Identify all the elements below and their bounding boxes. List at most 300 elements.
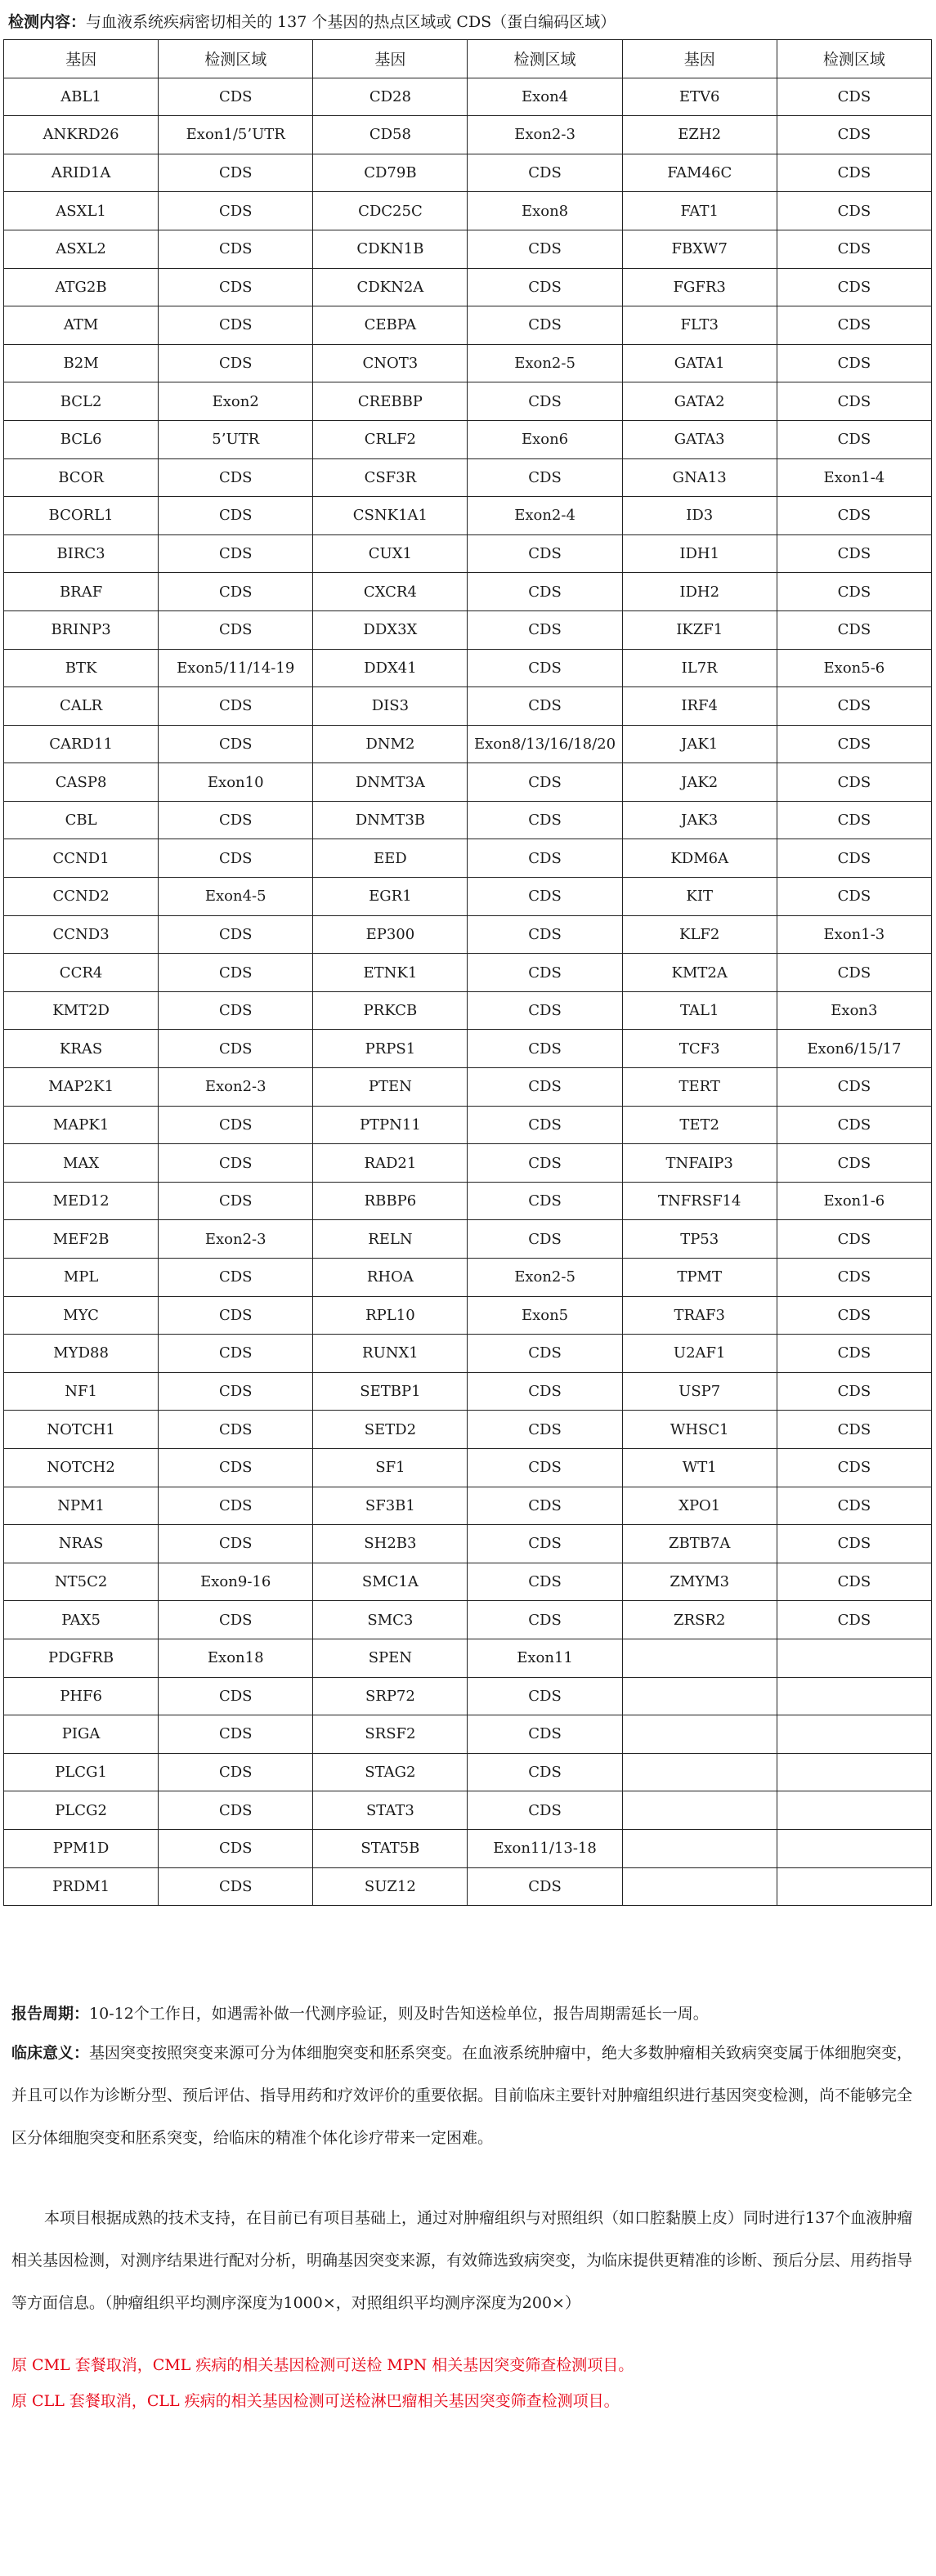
gene-cell: BRINP3	[4, 610, 159, 649]
gene-cell: EGR1	[313, 878, 468, 916]
region-cell: CDS	[777, 573, 931, 611]
gene-cell: BCL2	[4, 382, 159, 421]
gene-cell: IDH1	[622, 534, 777, 573]
region-cell: CDS	[777, 1601, 931, 1639]
region-cell: CDS	[777, 154, 931, 192]
header-gene-3: 基因	[622, 40, 777, 78]
gene-cell: NT5C2	[4, 1563, 159, 1601]
table-row	[4, 1715, 932, 1754]
gene-cell: SUZ12	[313, 1867, 468, 1906]
gene-cell: CCND1	[4, 839, 159, 878]
region-cell: CDS	[468, 1753, 622, 1791]
region-cell: CDS	[159, 725, 313, 763]
content-heading-text: 与血液系统疾病密切相关的 137 个基因的热点区域或 CDS（蛋白编码区域）	[86, 13, 616, 31]
table-row	[4, 725, 932, 763]
region-cell: CDS	[159, 1144, 313, 1183]
gene-table	[3, 39, 932, 1906]
gene-cell: ZRSR2	[622, 1601, 777, 1639]
gene-cell: PRKCB	[313, 991, 468, 1030]
table-row	[4, 610, 932, 649]
region-cell: CDS	[777, 1372, 931, 1411]
gene-cell: CCR4	[4, 954, 159, 992]
region-cell: CDS	[468, 687, 622, 726]
gene-cell: NRAS	[4, 1525, 159, 1563]
region-cell: CDS	[468, 1030, 622, 1068]
gene-cell: CREBBP	[313, 382, 468, 421]
table-row	[4, 344, 932, 382]
region-cell: CDS	[468, 649, 622, 687]
gene-cell: CASP8	[4, 763, 159, 802]
region-cell	[777, 1829, 931, 1867]
gene-cell: STAT3	[313, 1791, 468, 1830]
table-row	[4, 1106, 932, 1144]
gene-cell: BCL6	[4, 420, 159, 458]
table-row	[4, 192, 932, 230]
region-cell: CDS	[468, 1601, 622, 1639]
region-cell: CDS	[159, 344, 313, 382]
gene-cell: CALR	[4, 687, 159, 726]
gene-cell: FAM46C	[622, 154, 777, 192]
gene-cell: DNMT3B	[313, 801, 468, 839]
gene-cell: BTK	[4, 649, 159, 687]
region-cell: CDS	[159, 1677, 313, 1715]
table-row	[4, 649, 932, 687]
region-cell: CDS	[777, 306, 931, 345]
region-cell: CDS	[468, 1220, 622, 1259]
gene-cell: CXCR4	[313, 573, 468, 611]
gene-cell: STAT5B	[313, 1829, 468, 1867]
region-cell: CDS	[777, 268, 931, 306]
region-cell: CDS	[777, 1448, 931, 1487]
report-cycle-text: 10-12个工作日，如遇需补做一代测序验证，则及时告知送检单位，报告周期需延长一周。	[89, 2005, 709, 2023]
region-cell: CDS	[159, 1182, 313, 1220]
gene-table-body	[4, 78, 932, 1906]
region-cell: CDS	[468, 1068, 622, 1107]
region-cell: CDS	[777, 344, 931, 382]
region-cell: CDS	[777, 687, 931, 726]
gene-cell: B2M	[4, 344, 159, 382]
gene-cell: FGFR3	[622, 268, 777, 306]
region-cell: CDS	[468, 801, 622, 839]
table-row	[4, 1372, 932, 1411]
gene-cell: KLF2	[622, 915, 777, 954]
region-cell: CDS	[159, 991, 313, 1030]
region-cell: CDS	[159, 1106, 313, 1144]
region-cell: CDS	[159, 801, 313, 839]
region-cell: CDS	[159, 1411, 313, 1449]
region-cell: CDS	[159, 1335, 313, 1373]
header-region-3: 检测区域	[777, 40, 931, 78]
gene-cell: TNFAIP3	[622, 1144, 777, 1183]
gene-cell: RHOA	[313, 1259, 468, 1297]
gene-cell: CARD11	[4, 725, 159, 763]
region-cell: CDS	[777, 78, 931, 116]
gene-cell: XPO1	[622, 1487, 777, 1525]
gene-cell: CD28	[313, 78, 468, 116]
gene-cell: ANKRD26	[4, 116, 159, 154]
header-gene-1: 基因	[4, 40, 159, 78]
region-cell	[777, 1867, 931, 1906]
region-cell: CDS	[468, 1677, 622, 1715]
note-cll	[11, 2383, 925, 2419]
region-cell: CDS	[777, 1335, 931, 1373]
table-row	[4, 1791, 932, 1830]
region-cell: Exon11	[468, 1639, 622, 1677]
project-description-text: 本项目根据成熟的技术支持，在目前已有项目基础上，通过对肿瘤组织与对照组织（如口腔黏膜上皮）同时进行137个血液肿瘤相关基因检测，对测序结果进行配对分析，明确基因突变来源，有效筛选致病突变，为临床提供更精准的诊断、预后分层、用药指导等方面信息。（肿瘤组织平均测序深度为1000×，对照组织平均测序深度为200×）	[11, 2209, 913, 2312]
gene-cell: BCOR	[4, 458, 159, 497]
gene-cell: MEF2B	[4, 1220, 159, 1259]
table-row	[4, 915, 932, 954]
region-cell: CDS	[159, 458, 313, 497]
gene-cell: ATM	[4, 306, 159, 345]
table-row	[4, 1867, 932, 1906]
gene-cell: TET2	[622, 1106, 777, 1144]
region-cell: CDS	[159, 1601, 313, 1639]
region-cell: Exon2-4	[468, 497, 622, 535]
clinical-significance-label: 临床意义：	[11, 2044, 90, 2062]
content-heading-label: 检测内容：	[8, 13, 87, 31]
gene-cell: NF1	[4, 1372, 159, 1411]
gene-cell: SMC3	[313, 1601, 468, 1639]
region-cell: Exon8/13/16/18/20	[468, 725, 622, 763]
gene-cell: FAT1	[622, 192, 777, 230]
table-row	[4, 1525, 932, 1563]
gene-cell: USP7	[622, 1372, 777, 1411]
table-row	[4, 1563, 932, 1601]
region-cell: CDS	[777, 497, 931, 535]
gene-cell: CUX1	[313, 534, 468, 573]
region-cell: CDS	[777, 839, 931, 878]
gene-cell: KMT2A	[622, 954, 777, 992]
gene-cell: CRLF2	[313, 420, 468, 458]
gene-cell: SRP72	[313, 1677, 468, 1715]
gene-cell: FLT3	[622, 306, 777, 345]
note-cml-text: 原 CML 套餐取消，CML 疾病的相关基因检测可送检 MPN 相关基因突变筛查检测项目。	[11, 2356, 634, 2374]
region-cell: CDS	[777, 230, 931, 268]
clinical-significance-text: 基因突变按照突变来源可分为体细胞突变和胚系突变。在血液系统肿瘤中，绝大多数肿瘤相关致病突变属于体细胞突变，并且可以作为诊断分型、预后评估、指导用药和疗效评价的重要依据。目前临床主要针对肿瘤组织进行基因突变检测，尚不能够完全区分体细胞突变和胚系突变，给临床的精准个体化诊疗带来一定困难。	[11, 2044, 913, 2147]
region-cell	[777, 1753, 931, 1791]
gene-cell: IRF4	[622, 687, 777, 726]
region-cell: CDS	[159, 1372, 313, 1411]
region-cell: CDS	[159, 839, 313, 878]
region-cell: CDS	[777, 725, 931, 763]
region-cell: CDS	[159, 534, 313, 573]
gene-cell	[622, 1677, 777, 1715]
gene-cell: KRAS	[4, 1030, 159, 1068]
region-cell: CDS	[468, 306, 622, 345]
region-cell: CDS	[468, 534, 622, 573]
region-cell: CDS	[468, 991, 622, 1030]
table-row	[4, 1259, 932, 1297]
region-cell: Exon11/13-18	[468, 1829, 622, 1867]
region-cell: CDS	[159, 1259, 313, 1297]
region-cell: CDS	[159, 497, 313, 535]
region-cell: CDS	[468, 382, 622, 421]
gene-cell: WHSC1	[622, 1411, 777, 1449]
gene-cell: ATG2B	[4, 268, 159, 306]
gene-cell: PRPS1	[313, 1030, 468, 1068]
region-cell: CDS	[159, 154, 313, 192]
gene-cell: SPEN	[313, 1639, 468, 1677]
region-cell	[777, 1715, 931, 1754]
gene-cell: IKZF1	[622, 610, 777, 649]
gene-cell: SF1	[313, 1448, 468, 1487]
gene-cell: RBBP6	[313, 1182, 468, 1220]
gene-cell: ETNK1	[313, 954, 468, 992]
region-cell: CDS	[159, 1448, 313, 1487]
table-row	[4, 268, 932, 306]
region-cell: CDS	[777, 1296, 931, 1335]
gene-cell: CBL	[4, 801, 159, 839]
region-cell: CDS	[468, 1525, 622, 1563]
table-row	[4, 1829, 932, 1867]
gene-cell: ZBTB7A	[622, 1525, 777, 1563]
note-cml	[11, 2347, 925, 2383]
region-cell	[777, 1791, 931, 1830]
table-row	[4, 1030, 932, 1068]
gene-cell: TAL1	[622, 991, 777, 1030]
gene-cell: WT1	[622, 1448, 777, 1487]
table-row	[4, 687, 932, 726]
table-row	[4, 763, 932, 802]
region-cell: CDS	[159, 1296, 313, 1335]
region-cell	[777, 1639, 931, 1677]
region-cell: CDS	[777, 610, 931, 649]
gene-cell: RAD21	[313, 1144, 468, 1183]
gene-cell: GATA2	[622, 382, 777, 421]
gene-cell: PTEN	[313, 1068, 468, 1107]
region-cell: CDS	[777, 1563, 931, 1601]
gene-cell: KDM6A	[622, 839, 777, 878]
header-gene-2: 基因	[313, 40, 468, 78]
gene-cell: DNMT3A	[313, 763, 468, 802]
region-cell: CDS	[777, 1106, 931, 1144]
region-cell: Exon2-3	[159, 1068, 313, 1107]
gene-cell	[622, 1791, 777, 1830]
table-row	[4, 458, 932, 497]
gene-cell: STAG2	[313, 1753, 468, 1791]
table-row	[4, 1448, 932, 1487]
gene-cell: DIS3	[313, 687, 468, 726]
region-cell: CDS	[468, 1144, 622, 1183]
gene-cell: DNM2	[313, 725, 468, 763]
gene-cell: U2AF1	[622, 1335, 777, 1373]
gene-cell: MPL	[4, 1259, 159, 1297]
gene-cell: PIGA	[4, 1715, 159, 1754]
gene-cell: SRSF2	[313, 1715, 468, 1754]
region-cell: CDS	[159, 230, 313, 268]
gene-cell: SETBP1	[313, 1372, 468, 1411]
gene-cell: SF3B1	[313, 1487, 468, 1525]
gene-cell: TP53	[622, 1220, 777, 1259]
gene-cell: CSNK1A1	[313, 497, 468, 535]
region-cell: CDS	[777, 878, 931, 916]
gene-cell: MAP2K1	[4, 1068, 159, 1107]
region-cell: 5’UTR	[159, 420, 313, 458]
gene-cell: GATA3	[622, 420, 777, 458]
region-cell: Exon4-5	[159, 878, 313, 916]
region-cell: CDS	[468, 878, 622, 916]
region-cell	[777, 1677, 931, 1715]
region-cell: CDS	[468, 610, 622, 649]
gene-cell: CD58	[313, 116, 468, 154]
region-cell: CDS	[159, 306, 313, 345]
region-cell: CDS	[159, 1487, 313, 1525]
region-cell: CDS	[777, 382, 931, 421]
gene-cell	[622, 1829, 777, 1867]
region-cell: CDS	[159, 915, 313, 954]
table-row	[4, 839, 932, 878]
table-row	[4, 1601, 932, 1639]
region-cell: CDS	[777, 1068, 931, 1107]
table-row	[4, 991, 932, 1030]
gene-cell: DDX3X	[313, 610, 468, 649]
region-cell: CDS	[159, 268, 313, 306]
table-row	[4, 1411, 932, 1449]
gene-cell: CDKN2A	[313, 268, 468, 306]
region-cell: CDS	[777, 192, 931, 230]
gene-cell: TERT	[622, 1068, 777, 1107]
region-cell: CDS	[468, 1106, 622, 1144]
region-cell: Exon5-6	[777, 649, 931, 687]
region-cell: CDS	[468, 1867, 622, 1906]
gene-cell: PDGFRB	[4, 1639, 159, 1677]
gene-cell: GNA13	[622, 458, 777, 497]
region-cell: Exon8	[468, 192, 622, 230]
table-row	[4, 1182, 932, 1220]
project-description	[11, 2197, 925, 2324]
gene-cell: ARID1A	[4, 154, 159, 192]
region-cell: Exon1-6	[777, 1182, 931, 1220]
region-cell: CDS	[777, 954, 931, 992]
gene-cell: MAPK1	[4, 1106, 159, 1144]
gene-cell: JAK2	[622, 763, 777, 802]
gene-cell: CD79B	[313, 154, 468, 192]
region-cell: CDS	[468, 1563, 622, 1601]
region-cell: CDS	[159, 1030, 313, 1068]
region-cell: Exon4	[468, 78, 622, 116]
region-cell: Exon1-4	[777, 458, 931, 497]
gene-cell: ETV6	[622, 78, 777, 116]
gene-cell: PAX5	[4, 1601, 159, 1639]
region-cell: CDS	[777, 1220, 931, 1259]
region-cell: CDS	[468, 458, 622, 497]
region-cell: Exon5/11/14-19	[159, 649, 313, 687]
gene-cell: CDKN1B	[313, 230, 468, 268]
gene-cell: PPM1D	[4, 1829, 159, 1867]
region-cell: Exon2	[159, 382, 313, 421]
gene-cell: ASXL1	[4, 192, 159, 230]
gene-cell: CNOT3	[313, 344, 468, 382]
region-cell: CDS	[468, 763, 622, 802]
region-cell: Exon9-16	[159, 1563, 313, 1601]
gene-cell: CCND3	[4, 915, 159, 954]
region-cell: CDS	[777, 116, 931, 154]
gene-cell: FBXW7	[622, 230, 777, 268]
region-cell: CDS	[468, 1791, 622, 1830]
region-cell: CDS	[468, 1372, 622, 1411]
gene-cell: SMC1A	[313, 1563, 468, 1601]
region-cell: Exon18	[159, 1639, 313, 1677]
gene-cell: PLCG2	[4, 1791, 159, 1830]
gene-cell	[622, 1715, 777, 1754]
gene-cell: MYD88	[4, 1335, 159, 1373]
region-cell: CDS	[159, 1829, 313, 1867]
table-row	[4, 1639, 932, 1677]
gene-cell: RUNX1	[313, 1335, 468, 1373]
region-cell: Exon1/5’UTR	[159, 116, 313, 154]
gene-cell: NPM1	[4, 1487, 159, 1525]
gene-cell: TCF3	[622, 1030, 777, 1068]
region-cell: CDS	[468, 1715, 622, 1754]
gene-cell	[622, 1867, 777, 1906]
gene-cell: KIT	[622, 878, 777, 916]
table-row	[4, 1677, 932, 1715]
table-row	[4, 116, 932, 154]
region-cell: Exon5	[468, 1296, 622, 1335]
region-cell: Exon2-5	[468, 344, 622, 382]
gene-cell: PLCG1	[4, 1753, 159, 1791]
gene-cell: TPMT	[622, 1259, 777, 1297]
gene-cell	[622, 1753, 777, 1791]
gene-cell: BIRC3	[4, 534, 159, 573]
region-cell: CDS	[468, 230, 622, 268]
gene-cell: ID3	[622, 497, 777, 535]
region-cell: CDS	[159, 573, 313, 611]
clinical-significance	[11, 2032, 925, 2159]
gene-cell: IL7R	[622, 649, 777, 687]
gene-cell: PHF6	[4, 1677, 159, 1715]
region-cell: CDS	[468, 1411, 622, 1449]
gene-cell: EZH2	[622, 116, 777, 154]
gene-cell: BRAF	[4, 573, 159, 611]
table-row	[4, 878, 932, 916]
note-cll-text: 原 CLL 套餐取消，CLL 疾病的相关基因检测可送检淋巴瘤相关基因突变筛查检测项目。	[11, 2392, 620, 2410]
table-row	[4, 1753, 932, 1791]
table-row	[4, 801, 932, 839]
region-cell: CDS	[777, 801, 931, 839]
header-region-1: 检测区域	[159, 40, 313, 78]
table-row	[4, 1220, 932, 1259]
table-row	[4, 573, 932, 611]
region-cell: CDS	[777, 1525, 931, 1563]
table-row	[4, 1487, 932, 1525]
gene-cell: TRAF3	[622, 1296, 777, 1335]
region-cell: CDS	[468, 839, 622, 878]
region-cell: Exon1-3	[777, 915, 931, 954]
region-cell: CDS	[777, 1259, 931, 1297]
region-cell: Exon6	[468, 420, 622, 458]
region-cell: CDS	[777, 763, 931, 802]
table-row	[4, 382, 932, 421]
gene-cell: ASXL2	[4, 230, 159, 268]
region-cell: CDS	[468, 1335, 622, 1373]
gene-cell: CDC25C	[313, 192, 468, 230]
gene-table-header-row	[4, 40, 932, 78]
table-row	[4, 154, 932, 192]
gene-cell: ABL1	[4, 78, 159, 116]
table-row	[4, 1335, 932, 1373]
region-cell: CDS	[777, 534, 931, 573]
table-row	[4, 1068, 932, 1107]
table-row	[4, 534, 932, 573]
region-cell: CDS	[468, 1448, 622, 1487]
gene-cell: CEBPA	[313, 306, 468, 345]
gene-cell: SETD2	[313, 1411, 468, 1449]
gene-cell: JAK1	[622, 725, 777, 763]
region-cell: CDS	[159, 1715, 313, 1754]
region-cell: CDS	[159, 1753, 313, 1791]
